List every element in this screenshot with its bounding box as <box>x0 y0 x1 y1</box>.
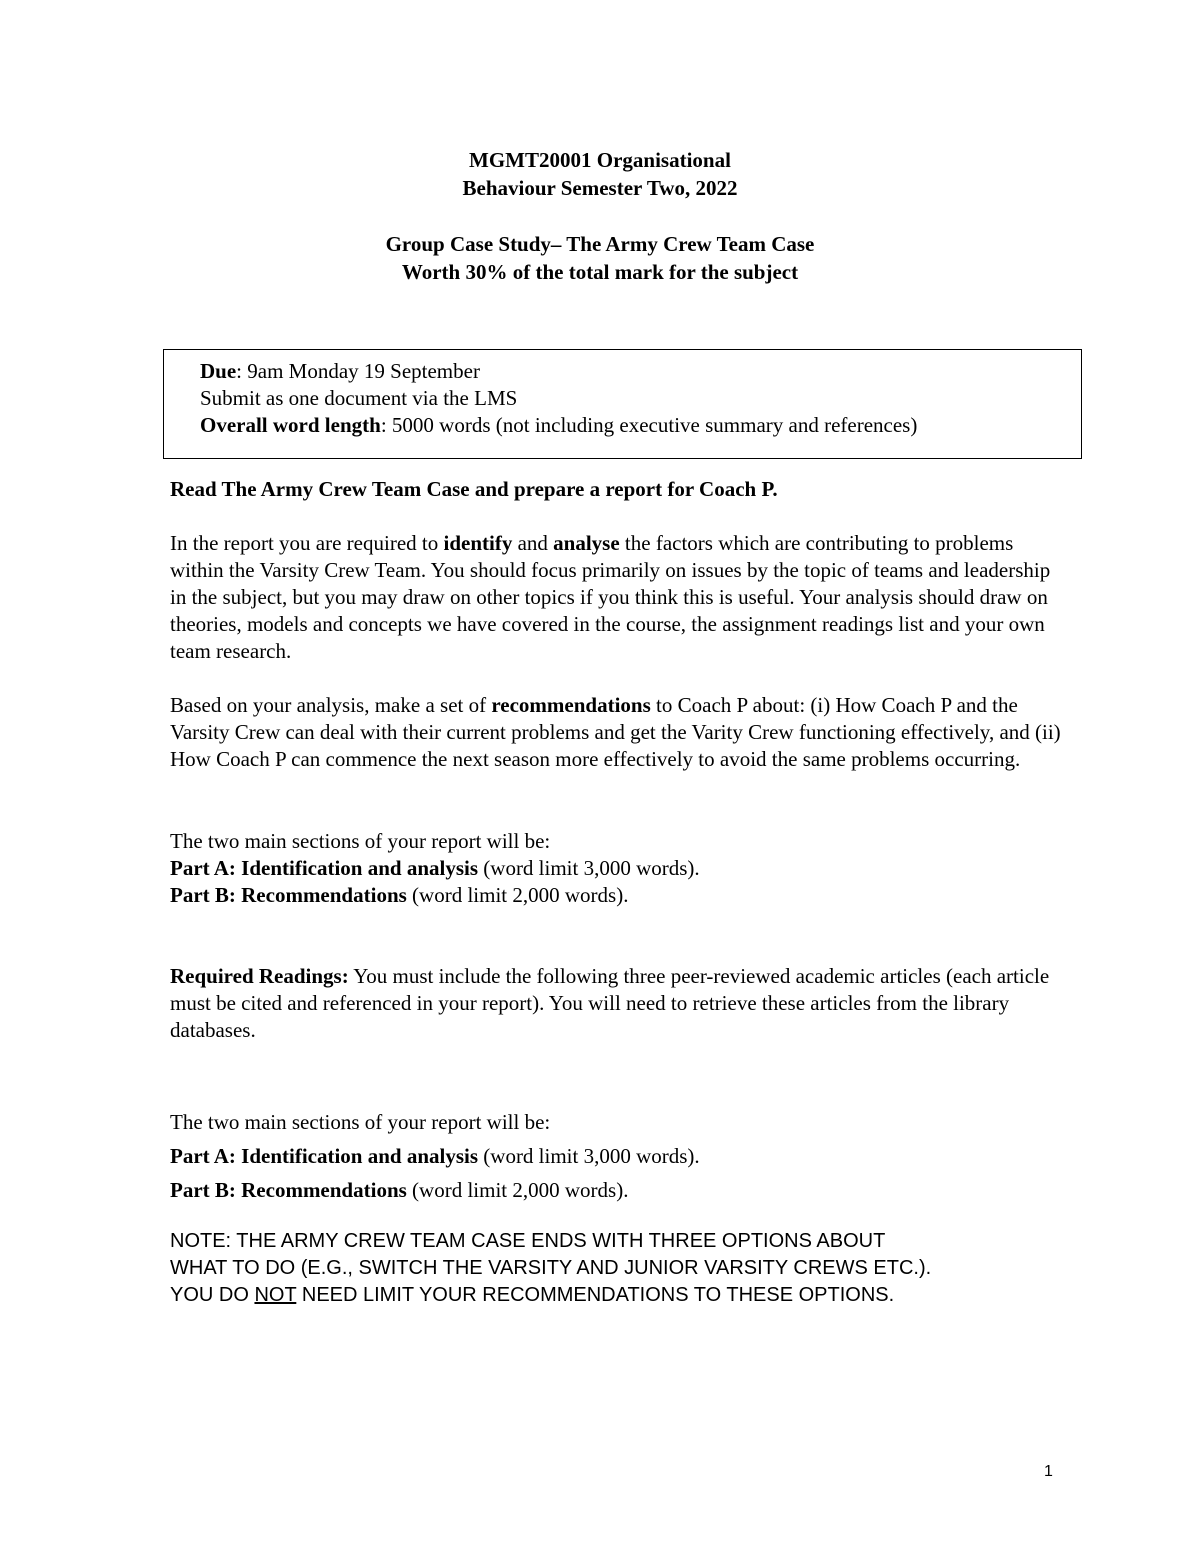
note-line-2: WHAT TO DO (E.G., SWITCH THE VARSITY AND JUNIOR VARSITY CREWS ETC.). <box>170 1257 932 1279</box>
p1-text-2: and <box>512 531 554 555</box>
sections-2-part-a-limit: (word limit 3,000 words). <box>478 1144 700 1168</box>
sections-2-part-b-limit: (word limit 2,000 words). <box>406 1178 629 1202</box>
sections-1-part-b <box>170 882 1070 909</box>
note-line-3 <box>170 1282 1070 1309</box>
word-length-line <box>200 412 1081 439</box>
sections-2-part-b <box>170 1173 1070 1207</box>
due-value: : 9am Monday 19 September <box>236 359 480 383</box>
word-length-value: : 5000 words (not including executive summary and references) <box>380 413 918 437</box>
required-readings <box>170 963 1070 1044</box>
p1-text-1: In the report you are required to <box>170 531 444 555</box>
title-semester: Behaviour Semester Two, 2022 <box>462 176 738 200</box>
p1-text-3: the factors which are contributing to problems within the Varsity Crew Team. You should focus primarily on issues by the topic of teams and leadership in the subject, but you may draw on other topics if you think this is useful. Your analysis should draw on theories, models and concepts we have covered in the course, the assignment readings list and your own team research. <box>170 531 1051 663</box>
title-weighting: Worth 30% of the total mark for the subject <box>401 260 799 284</box>
note-not-emphasis: NOT <box>254 1284 297 1306</box>
title-case-study: Group Case Study– The Army Crew Team Case <box>385 232 815 256</box>
submit-line: Submit as one document via the LMS <box>200 386 518 410</box>
p2-recommendations: recommendations <box>491 693 651 717</box>
note-line-3-post: NEED LIMIT YOUR RECOMMENDATIONS TO THESE OPTIONS. <box>296 1284 895 1306</box>
sections-1-part-b-label: Part B: Recommendations <box>170 883 407 907</box>
paragraph-identify-analyse <box>170 530 1070 665</box>
instruction-heading <box>170 476 1070 503</box>
page-number: 1 <box>1044 1463 1053 1480</box>
document-title <box>0 146 1200 202</box>
sections-1-part-a-limit: (word limit 3,000 words). <box>478 856 700 880</box>
due-label: Due <box>200 359 237 383</box>
p2-text-2: to Coach P about: (i) How Coach P and the Varsity Crew can deal with their current problems and get the Varity Crew functioning effectively, and (ii) How Coach P can commence the next season more effectively to avoid the same problems occurring. <box>170 693 1061 771</box>
assignment-title <box>0 230 1200 286</box>
title-course: MGMT20001 Organisational <box>469 148 731 172</box>
p1-identify: identify <box>443 531 513 555</box>
p1-analyse: analyse <box>553 531 620 555</box>
sections-1-part-a <box>170 855 1070 882</box>
sections-1-intro: The two main sections of your report will be: <box>170 829 551 853</box>
note-block <box>170 1228 1070 1309</box>
sections-2-part-b-label: Part B: Recommendations <box>170 1178 407 1202</box>
due-line <box>200 358 1081 385</box>
p2-text-1: Based on your analysis, make a set of <box>170 693 492 717</box>
note-line-1: NOTE: THE ARMY CREW TEAM CASE ENDS WITH THREE OPTIONS ABOUT <box>170 1230 886 1252</box>
paragraph-recommendations <box>170 692 1070 773</box>
required-readings-body: You must include the following three peer-reviewed academic articles (each article must be cited and referenced in your report). You will need to retrieve these articles from the library databases. <box>170 964 1050 1042</box>
sections-1-part-b-limit: (word limit 2,000 words). <box>406 883 629 907</box>
word-length-label: Overall word length <box>200 413 381 437</box>
sections-2-part-a <box>170 1139 1070 1173</box>
instruction-heading-text: Read The Army Crew Team Case and prepare a report for Coach P. <box>170 477 778 501</box>
sections-2-intro: The two main sections of your report will be: <box>170 1110 551 1134</box>
sections-1-part-a-label: Part A: Identification and analysis <box>170 856 479 880</box>
submission-info-box <box>163 349 1082 459</box>
sections-2-part-a-label: Part A: Identification and analysis <box>170 1144 479 1168</box>
report-sections-1 <box>170 828 1070 909</box>
note-line-3-pre: YOU DO <box>170 1284 255 1306</box>
report-sections-2 <box>170 1105 1070 1207</box>
required-readings-label: Required Readings: <box>170 964 349 988</box>
paragraph-recommendations-text <box>170 692 1070 773</box>
required-readings-text <box>170 963 1070 1044</box>
paragraph-identify-analyse-text <box>170 530 1070 665</box>
